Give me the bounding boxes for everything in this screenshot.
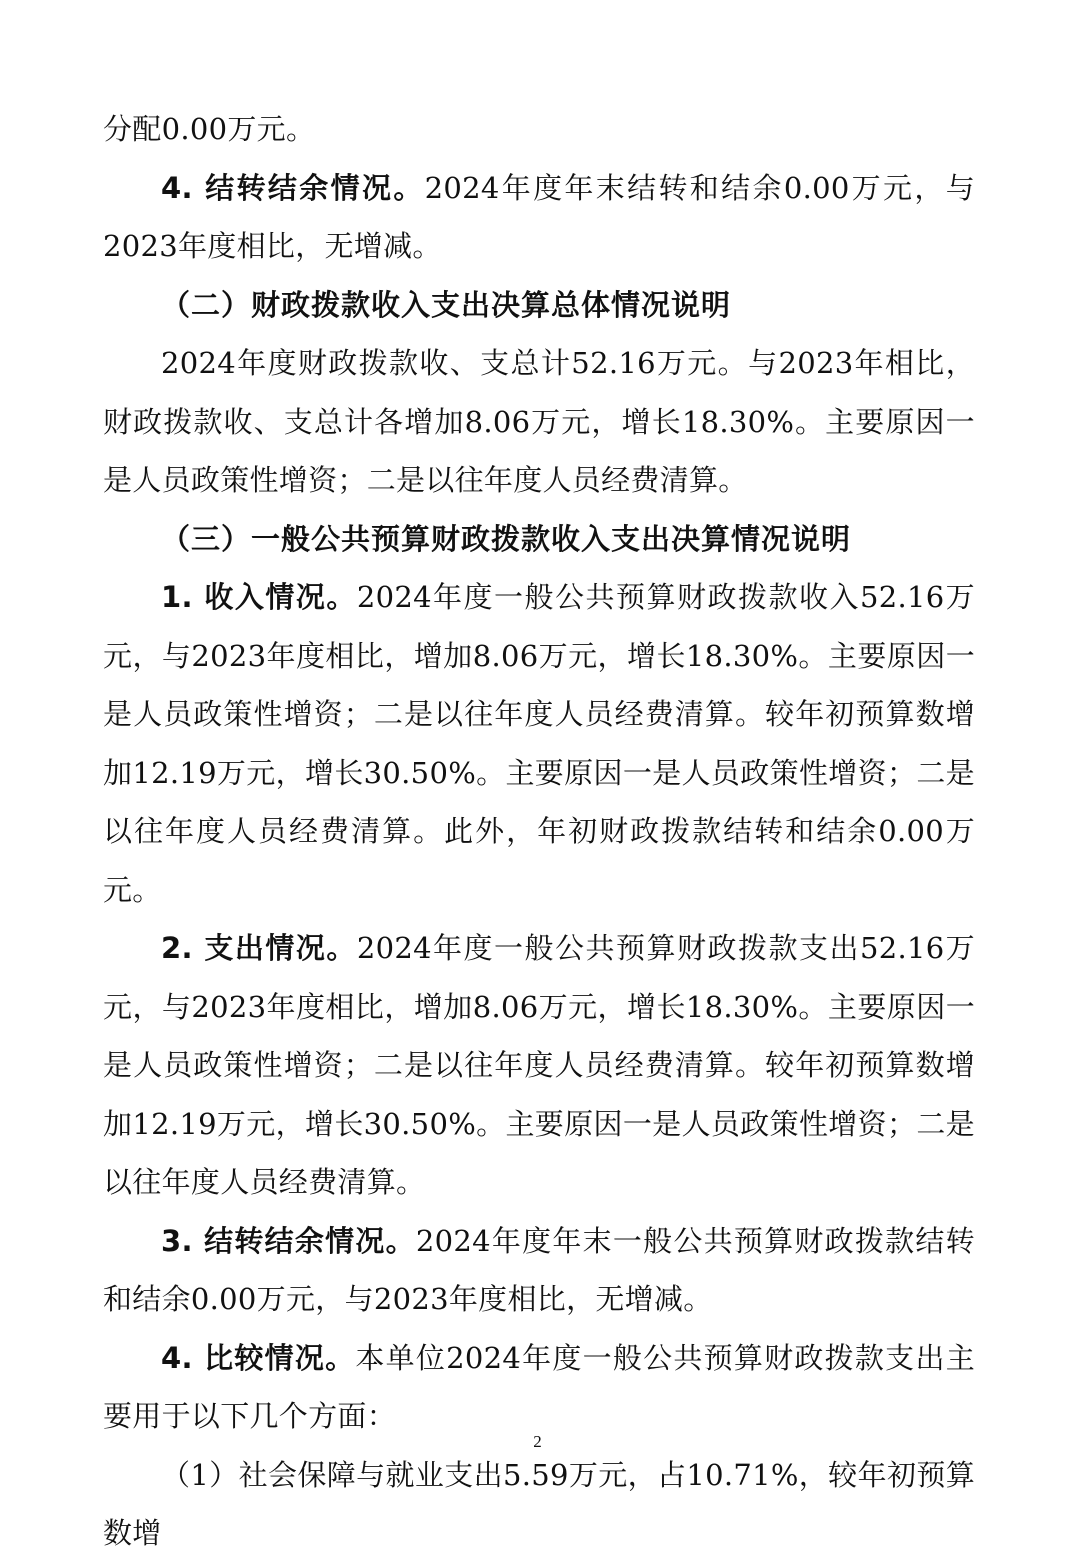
paragraph-lead: 4. 结转结余情况。	[161, 170, 425, 205]
paragraph-text: 2024年度财政拨款收、支总计52.16万元。与2023年相比，财政拨款收、支总计各增加8.06万元，增长18.30%。主要原因一是人员政策性增资；二是以往年度人员经费清算。	[103, 346, 975, 497]
paragraph-text: 2024年度年末结转和结余0.00万元，与2023年度相比，无增减。	[103, 170, 975, 263]
paragraph-lead: 1. 收入情况。	[161, 580, 357, 614]
section-heading-3: （三）一般公共预算财政拨款收入支出决算情况说明	[161, 521, 852, 556]
paragraph-continuation	[103, 100, 975, 159]
paragraph-social-security	[103, 1446, 975, 1563]
paragraph-text: 2024年度一般公共预算财政拨款收入52.16万元，与2023年度相比，增加8.06万元，增长18.30%。主要原因一是人员政策性增资；二是以往年度人员经费清算。较年初预算数增加12.19万元，增长30.50%。主要原因一是人员政策性增资；二是以往年度人员经费清算。此外，年初财政拨款结转和结余0.00万元。	[103, 580, 975, 907]
paragraph-comparison	[103, 1329, 975, 1446]
document-body	[103, 100, 975, 1563]
paragraph-lead: 4. 比较情况。	[161, 1340, 356, 1375]
paragraph-text: （1）社会保障与就业支出5.59万元，占10.71%，较年初预算数增	[103, 1457, 975, 1550]
page-number: 2	[533, 1432, 542, 1451]
paragraph-income	[103, 568, 975, 919]
paragraph-expenditure	[103, 919, 975, 1212]
paragraph-fiscal-total	[103, 334, 975, 510]
paragraph-lead: 2. 支出情况。	[161, 931, 357, 965]
paragraph-lead: 3. 结转结余情况。	[161, 1223, 416, 1258]
paragraph-carryover-surplus	[103, 159, 975, 276]
paragraph-general-carryover	[103, 1212, 975, 1329]
paragraph-text: 2024年度年末一般公共预算财政拨款结转和结余0.00万元，与2023年度相比，无增减。	[103, 1223, 975, 1316]
paragraph-text: 2024年度一般公共预算财政拨款支出52.16万元，与2023年度相比，增加8.06万元，增长18.30%。主要原因一是人员政策性增资；二是以往年度人员经费清算。较年初预算数增加12.19万元，增长30.50%。主要原因一是人员政策性增资；二是以往年度人员经费清算。	[103, 931, 975, 1199]
section-heading-2: （二）财政拨款收入支出决算总体情况说明	[161, 287, 732, 322]
paragraph-text: 本单位2024年度一般公共预算财政拨款支出主要用于以下几个方面：	[103, 1340, 975, 1433]
paragraph-text: 分配0.00万元。	[103, 112, 316, 146]
